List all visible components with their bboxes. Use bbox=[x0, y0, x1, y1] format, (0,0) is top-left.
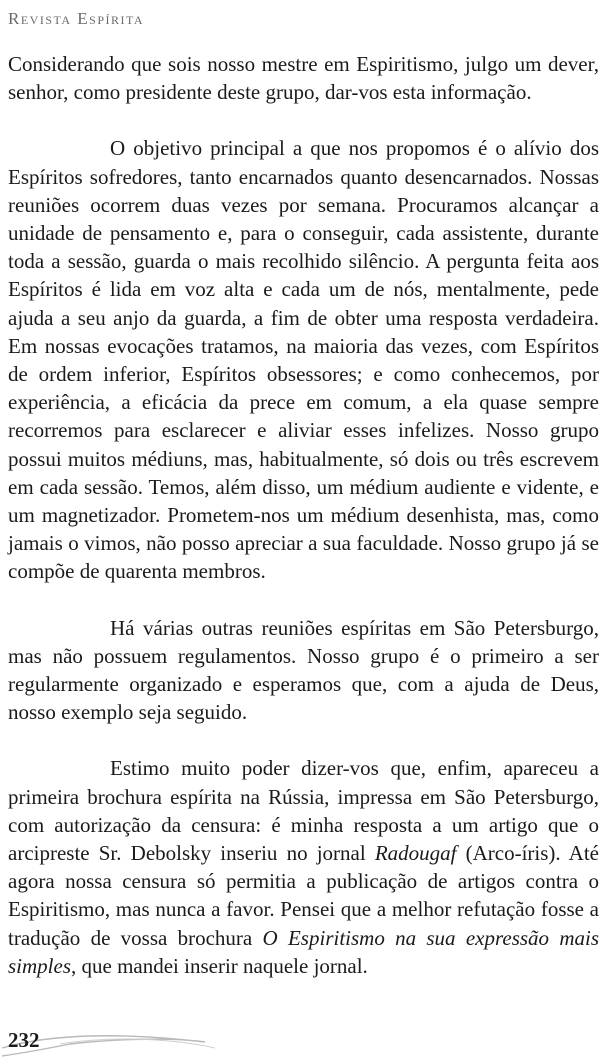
text-run: O objetivo principal a que nos propomos é o alívio dos Espíritos sofredores, tanto encarnados quanto desencarnados. Nossas reuniões ocorrem duas vezes por semana. Procuramos alcançar a unidade de pensamento e, para o conseguir, cada assistente, durante toda a sessão, guarda o mais recolhido silêncio. A pergunta feita aos Espíritos é lida em voz alta e cada um de nós, mentalmente, pede ajuda a seu anjo da guarda, a fim de obter uma resposta verdadeira. Em nossas evocações tratamos, na maioria das vezes, com Espíritos de ordem inferior, Espíritos obsessores; e como conhecemos, por experiência, a eficácia da prece em comum, a ela quase sempre recorremos para esclarecer e aliviar esses infelizes. Nosso grupo possui muitos médiuns, mas, habitualmente, só dois ou três escrevem em cada sessão. Temos, além disso, um médium audiente e vidente, e um magnetizador. Prometem-nos um médium desenhista, mas, como jamais o vimos, não posso apreciar a sua faculdade. Nosso grupo já se compõe de quarenta membros. bbox=[8, 136, 599, 584]
paragraph bbox=[8, 134, 599, 585]
italic-text-run: O Espiritismo na sua expressão mais simples bbox=[8, 925, 599, 978]
text-run: Considerando que sois nosso mestre em Espiritismo, julgo um dever, senhor, como presidente deste grupo, dar-vos esta informação. bbox=[8, 52, 599, 105]
running-header: Revista Espírita bbox=[8, 9, 145, 28]
text-run: Estimo muito poder dizer-vos que, enfim, apareceu a primeira brochura espírita na Rússia, impressa em São Petersburgo, com autorização da censura: é minha resposta a um artigo que o arcipreste Sr. Debolsky inseriu no jornal bbox=[8, 756, 599, 866]
paragraph bbox=[8, 614, 599, 727]
paragraph bbox=[8, 754, 599, 980]
page-number: 232 bbox=[8, 1028, 40, 1052]
text-run: Há várias outras reuniões espíritas em São Petersburgo, mas não possuem regulamentos. Nosso grupo é o primeiro a ser regularmente organizado e esperamos que, com a ajuda de Deus, nosso exemplo seja seguido. bbox=[8, 615, 599, 725]
body-text bbox=[8, 50, 599, 1008]
paragraph bbox=[8, 50, 599, 106]
text-run: , que mandei inserir naquele jornal. bbox=[71, 953, 368, 978]
text-run: (Arco-íris). Até agora nossa censura só permitia a publicação de artigos contra o Espiritismo, mas nunca a favor. Pensei que a melhor refutação fosse a tradução de vossa brochura bbox=[8, 841, 599, 950]
italic-text-run: Radougaf bbox=[374, 841, 457, 866]
